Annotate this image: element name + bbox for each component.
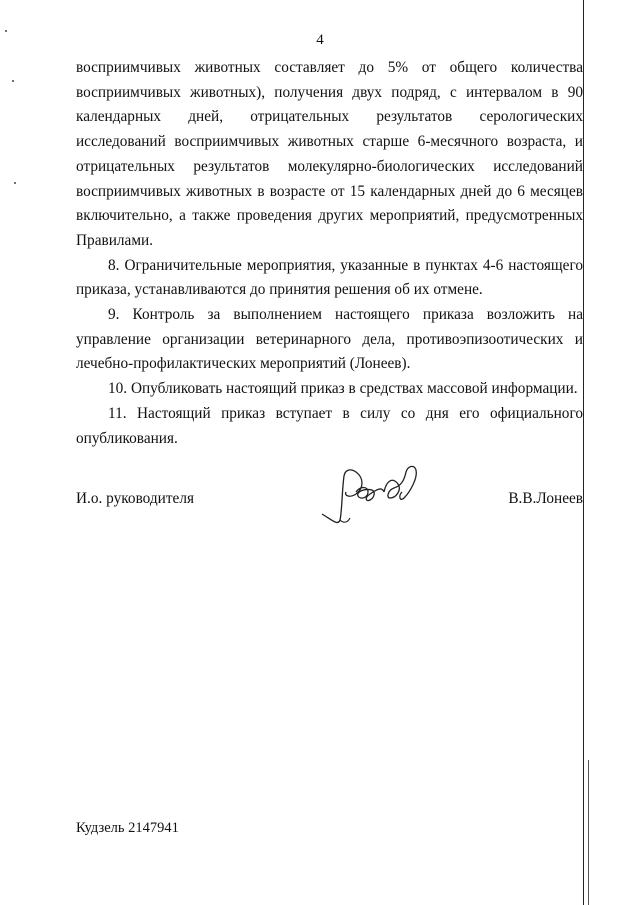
scan-speck <box>14 182 16 184</box>
executor-reference: Кудзель 2147941 <box>76 820 179 836</box>
paragraph-item-8: 8. Ограничительные мероприятия, указанные в пунктах 4-6 настоящего приказа, устанавливаются до принятия решения об их отмене. <box>76 256 583 299</box>
signatory-role: И.о. руководителя <box>76 490 195 507</box>
signature-block <box>76 480 583 540</box>
scan-edge-line <box>583 0 584 905</box>
scan-speck <box>12 80 14 82</box>
signatory-name: В.В.Лонеев <box>508 490 583 507</box>
paragraph-continuation: восприимчивых животных составляет до 5% от общего количества восприимчивых животных), получения двух подряд, с интервалом в 90 календарных дней, отрицательных результатов серологических исследований восприимчивых животных старше 6-месячного возраста, и отрицательных результатов молекулярно-биологических исследований восприимчивых животных в возрасте от 15 календарных дней до 6 месяцев включительно, а также проведения других мероприятий, предусмотренных Правилами. <box>76 59 583 249</box>
paragraph-item-9: 9. Контроль за выполнением настоящего приказа возложить на управление организации ветеринарного дела, противоэпизоотических и лечебно-профилактических мероприятий (Лонеев). <box>76 306 583 373</box>
handwritten-signature <box>320 462 430 537</box>
paragraph-item-10: 10. Опубликовать настоящий приказ в средствах массовой информации. <box>108 380 578 398</box>
scan-edge-line <box>588 760 589 905</box>
paragraph-item-11: 11. Настоящий приказ вступает в силу со дня его официального опубликования. <box>76 404 583 447</box>
page-number: 4 <box>316 32 324 48</box>
document-body <box>76 56 583 451</box>
